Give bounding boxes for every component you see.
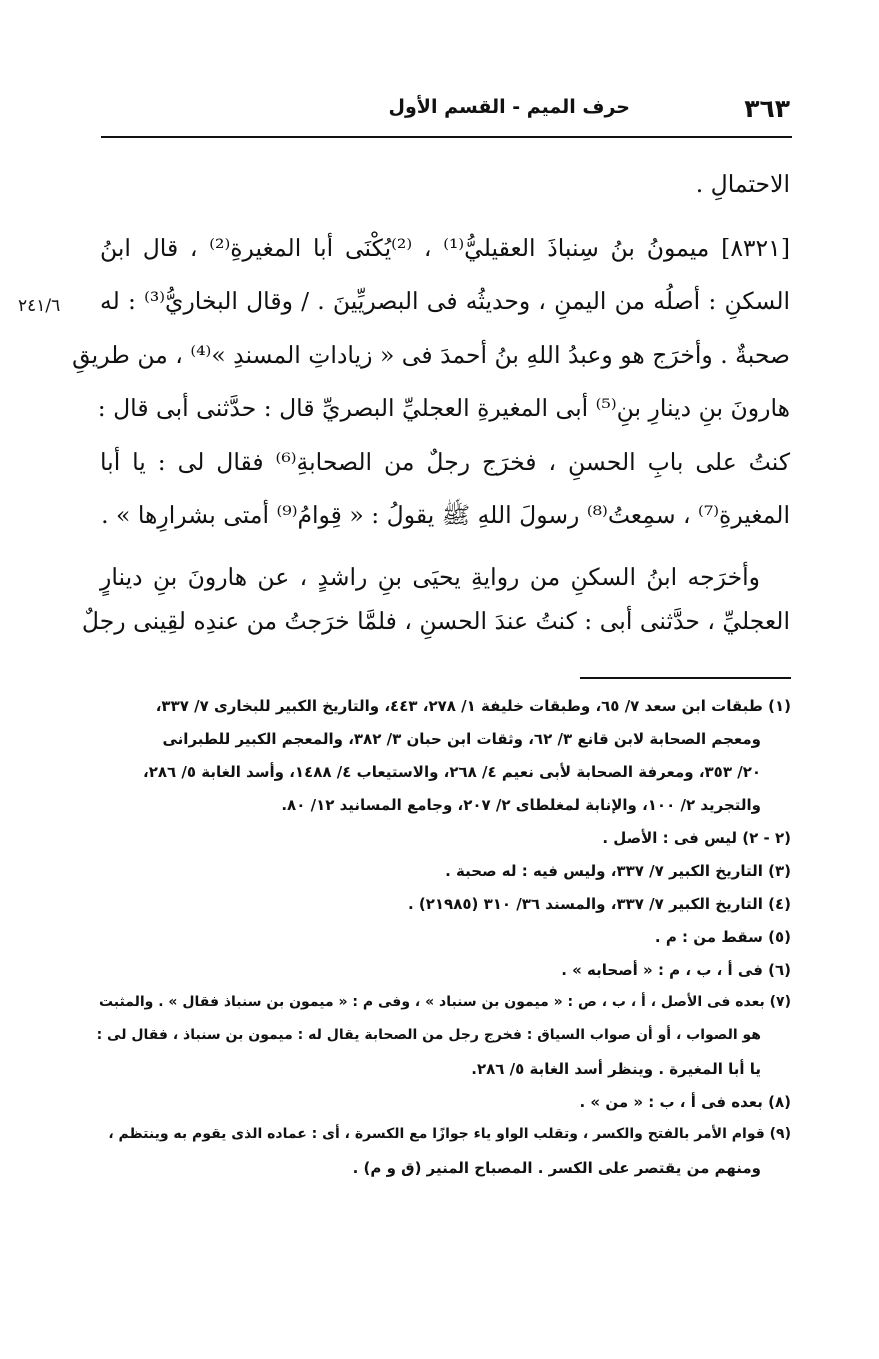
- footnote-line: هو الصواب ، أو أن صواب السياق : فخرج رجل من الصحابة يقال له : ميمون بن سنباذ ، فقال لى :: [96, 1027, 761, 1043]
- page-header: [100, 88, 790, 128]
- body-line: السكنِ : أصلُه من اليمنِ ، وحديثُه فى البصريِّينَ . / وقال البخاريُّ⁽³⁾ : له: [100, 287, 791, 315]
- body-line: المغيرةِ⁽⁷⁾ ، سمِعتُ⁽⁸⁾ رسولَ اللهِ ﷺ يقولُ : « قِوامُ⁽⁹⁾ أمتى بشرارِها » .: [101, 501, 790, 529]
- header-rule: [101, 136, 792, 138]
- body-line: وأخرَجه ابنُ السكنِ من روايةِ يحيَى بنِ راشدٍ ، عن هارونَ بنِ دينارٍ: [100, 563, 760, 591]
- page-number: ٣٦٣: [744, 94, 790, 123]
- footnote-line: (٩) قوام الأمر بالفتح والكسر ، وتقلب الواو ياء جوازًا مع الكسرة ، أى : عماده الذى يقوم به وينتظم ،: [108, 1126, 791, 1142]
- footnote-line: ومنهم من يقتصر على الكسر . المصباح المنير (ق و م) .: [352, 1159, 761, 1177]
- footnote-rule: [580, 677, 791, 679]
- running-title: حرف الميم - القسم الأول: [388, 96, 630, 118]
- footnote-line: (٨) بعده فى أ ، ب : « من » .: [579, 1093, 791, 1111]
- footnote-line: (٥) سقط من : م .: [654, 928, 791, 946]
- footnote-line: والتجريد ٢/ ١٠٠، والإنابة لمغلطاى ٢/ ٢٠٧، وجامع المسانيد ١٢/ ٨٠.: [281, 796, 761, 814]
- body-line: صحبةٌ . وأخرَج هو وعبدُ اللهِ بنُ أحمدَ فى « زياداتِ المسندِ »⁽⁴⁾ ، من طريقِ: [72, 341, 790, 369]
- body-line: كنتُ على بابِ الحسنِ ، فخرَج رجلٌ من الصحابةِ⁽⁶⁾ فقال لى : يا أبا: [100, 448, 791, 476]
- footnote-line: (٢ - ٢) ليس فى : الأصل .: [602, 829, 791, 847]
- footnote-line: (٣) التاريخ الكبير ٧/ ٣٣٧، وليس فيه : له صحبة .: [445, 862, 791, 880]
- footnote-line: (٦) فى أ ، ب ، م : « أصحابه » .: [561, 961, 791, 979]
- entry-heading-line: [٨٣٢١] ميمونُ بنُ سِنباذَ العقيليُّ⁽¹⁾ ، ⁽²⁾يُكْنَى أبا المغيرةِ⁽²⁾ ، قال ابنُ: [100, 234, 790, 262]
- footnote-line: (٧) بعده فى الأصل ، أ ، ب ، ص : « ميمون بن سنباد » ، وفى م : « ميمون بن سنباذ فقال » . والمثبت: [98, 994, 791, 1010]
- footnote-line: (١) طبقات ابن سعد ٧/ ٦٥، وطبقات خليفة ١/ ٢٧٨، ٤٤٣، والتاريخ الكبير للبخارى ٧/ ٣٣٧،: [155, 697, 791, 715]
- footnote-line: ٢٠/ ٣٥٣، ومعرفة الصحابة لأبى نعيم ٤/ ٢٦٨، والاستيعاب ٤/ ١٤٨٨، وأسد الغابة ٥/ ٢٨٦،: [143, 763, 761, 781]
- body-line: هارونَ بنِ دينارِ بنِ⁽⁵⁾ أبى المغيرةِ العجليِّ البصريِّ قال : حدَّثنى أبى قال :: [97, 394, 790, 422]
- footnote-line: يا أبا المغيرة . وينظر أسد الغابة ٥/ ٢٨٦.: [471, 1060, 761, 1078]
- body-line: الاحتمالِ .: [695, 170, 790, 198]
- body-line: العجليِّ ، حدَّثنى أبى : كنتُ عندَ الحسنِ ، فلمَّا خرَجتُ من عندِه لقِينى رجلٌ: [81, 607, 790, 635]
- margin-note: ٢٤١/٦: [18, 296, 61, 316]
- footnote-line: (٤) التاريخ الكبير ٧/ ٣٣٧، والمسند ٣٦/ ٣١٠ (٢١٩٨٥) .: [407, 895, 791, 913]
- footnote-line: ومعجم الصحابة لابن قانع ٣/ ٦٢، وثقات ابن حبان ٣/ ٣٨٢، والمعجم الكبير للطبرانى: [162, 730, 761, 748]
